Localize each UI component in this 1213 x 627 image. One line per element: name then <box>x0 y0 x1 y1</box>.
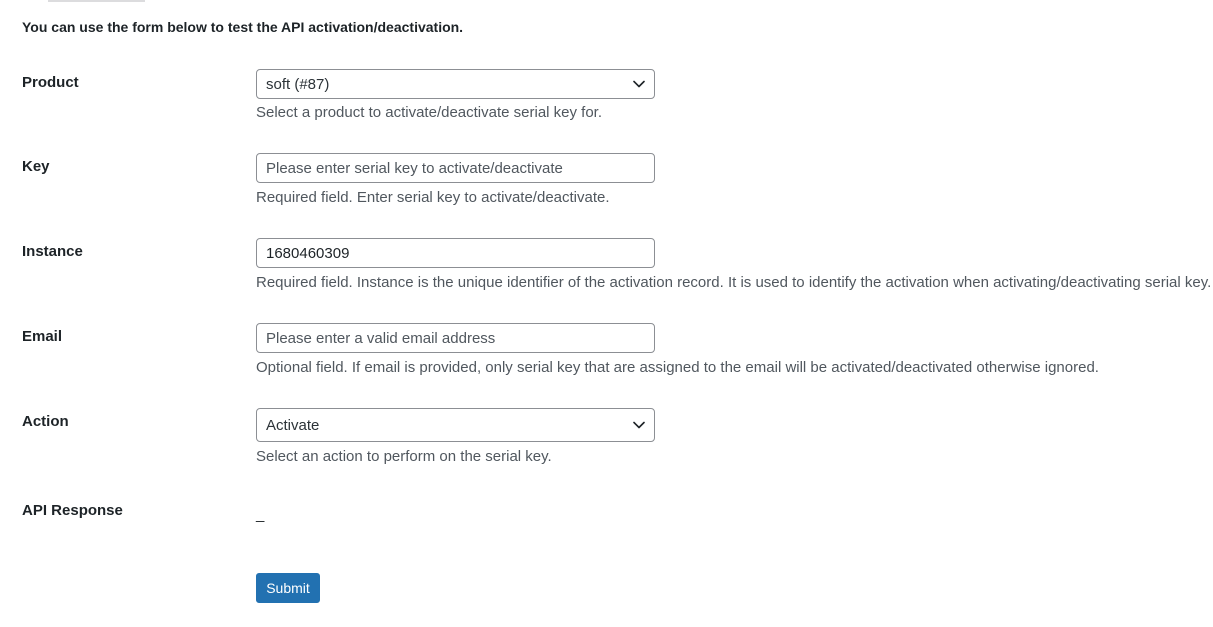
instance-description: Required field. Instance is the unique identifier of the activation record. It is used to identify the activation when activating/deactivating serial key. <box>256 274 1212 291</box>
chevron-down-icon <box>632 418 646 432</box>
action-label: Action <box>22 413 69 430</box>
email-label: Email <box>22 328 63 345</box>
action-select[interactable] <box>256 408 655 442</box>
intro-text: You can use the form below to test the API activation/deactivation. <box>22 19 464 35</box>
product-select-value: soft (#87) <box>266 75 330 93</box>
product-select[interactable] <box>256 69 655 99</box>
product-label: Product <box>22 74 79 91</box>
api-response-value: _ <box>256 506 265 523</box>
instance-label: Instance <box>22 243 83 260</box>
submit-button[interactable]: Submit <box>256 573 320 603</box>
product-description: Select a product to activate/deactivate serial key for. <box>256 104 603 121</box>
chevron-down-icon <box>632 77 646 91</box>
email-description: Optional field. If email is provided, only serial key that are assigned to the email will be activated/deactivated otherwise ignored. <box>256 359 1099 376</box>
action-description: Select an action to perform on the serial key. <box>256 448 552 465</box>
email-input[interactable] <box>256 323 655 353</box>
tab-underline-fragment <box>48 0 145 2</box>
key-description: Required field. Enter serial key to activate/deactivate. <box>256 189 610 206</box>
api-response-label: API Response <box>22 502 123 519</box>
key-input[interactable] <box>256 153 655 183</box>
key-label: Key <box>22 158 50 175</box>
action-select-value: Activate <box>266 416 320 434</box>
instance-input[interactable] <box>256 238 655 268</box>
